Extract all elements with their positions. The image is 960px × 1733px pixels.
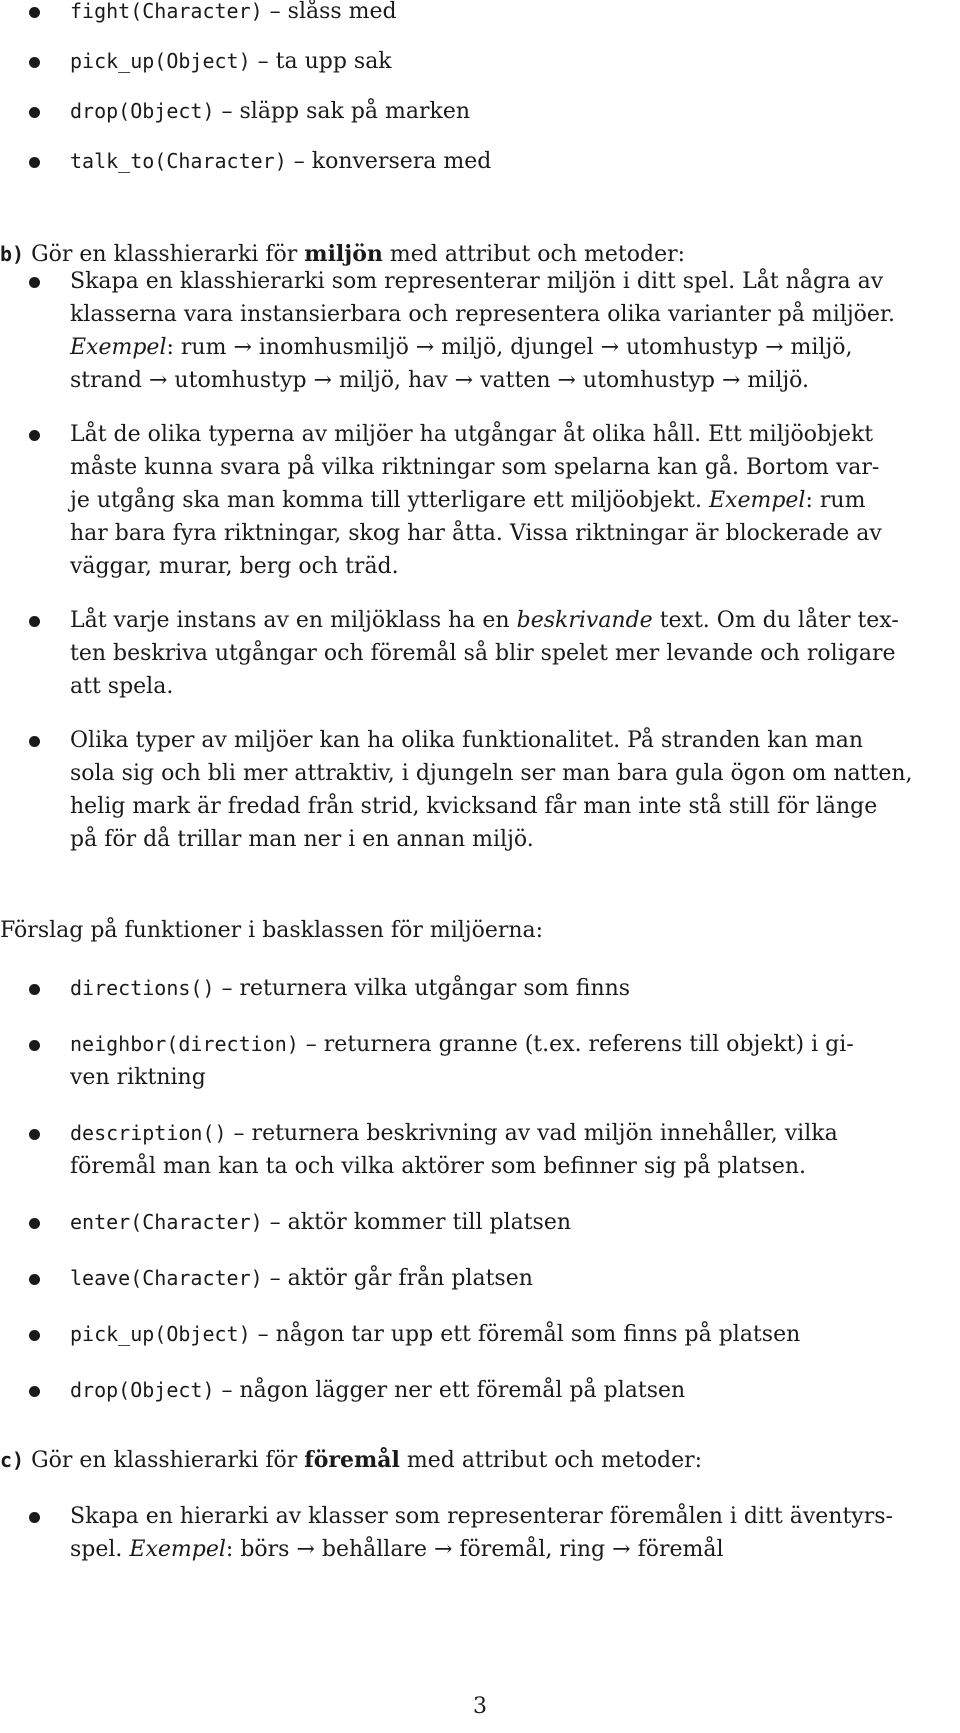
separator: –: [262, 1210, 288, 1235]
text-span: : rum → inomhusmiljö → miljö, djungel → utomhustyp → miljö,: [166, 335, 853, 360]
heading-text: med attribut och metoder:: [382, 242, 686, 267]
bullet-icon: [29, 1512, 40, 1523]
list-item: [0, 1374, 960, 1407]
bullet-icon: [29, 1129, 40, 1140]
text-line: att spela.: [70, 674, 174, 699]
method-description: returnera granne (t.ex. referens till objekt) i gi-: [323, 1032, 854, 1057]
list-item: [0, 0, 960, 28]
text-line: föremål man kan ta och vilka aktörer som befinner sig på platsen.: [70, 1154, 807, 1179]
method-description: konversera med: [311, 149, 492, 174]
example-label: Exempel: [129, 1537, 226, 1562]
example-label: Exempel: [708, 488, 806, 513]
section-label: b): [0, 242, 25, 266]
section-c-list: [0, 1500, 960, 1566]
method-code: drop(Object): [70, 99, 215, 123]
method-description: returnera beskrivning av vad miljön innehåller, vilka: [251, 1121, 838, 1146]
bullet-icon: [29, 736, 40, 747]
text-span: spel.: [70, 1537, 130, 1562]
method-code: neighbor(direction): [70, 1032, 299, 1056]
text-line: Olika typer av miljöer kan ha olika funktionalitet. På stranden kan man: [70, 728, 863, 753]
method-code: directions(): [70, 976, 215, 1000]
text-line: helig mark är fredad från strid, kvicksand får man inte stå still för länge: [70, 794, 878, 819]
bullet-icon: [29, 107, 40, 118]
separator: –: [226, 1121, 252, 1146]
text-line: [70, 331, 940, 364]
bullet-icon: [29, 1386, 40, 1397]
text-line: [70, 1028, 940, 1061]
text-line: [70, 1117, 940, 1150]
separator: –: [250, 1322, 276, 1347]
heading-text: Gör en klasshierarki för: [24, 242, 305, 267]
method-code: pick_up(Object): [70, 49, 251, 73]
section-b-list: [0, 265, 960, 856]
bullet-icon: [29, 7, 40, 18]
text-line: har bara fyra riktningar, skog har åtta. Vissa riktningar är blockerade av: [70, 521, 882, 546]
text-line: Skapa en klasshierarki som representerar miljön i ditt spel. Låt några av: [70, 269, 884, 294]
separator: –: [262, 0, 288, 24]
method-code: drop(Object): [70, 1378, 215, 1402]
bullet-icon: [29, 277, 40, 288]
method-description: returnera vilka utgångar som finns: [239, 976, 631, 1001]
separator: –: [286, 149, 312, 174]
example-label: Exempel: [70, 335, 167, 360]
separator: –: [214, 976, 240, 1001]
method-code: talk_to(Character): [70, 149, 287, 173]
bullet-icon: [29, 57, 40, 68]
heading-text: med attribut och metoder:: [399, 1448, 703, 1473]
text-line: strand → utomhustyp → miljö, hav → vatten → utomhustyp → miljö.: [70, 368, 810, 393]
list-item: [0, 95, 960, 128]
bullet-icon: [29, 157, 40, 168]
list-item: [0, 604, 960, 703]
bullet-icon: [29, 1040, 40, 1051]
heading-bold: miljön: [304, 241, 383, 267]
method-description: ta upp sak: [275, 49, 392, 74]
text-line: Låt de olika typerna av miljöer ha utgångar åt olika håll. Ett miljöobjekt: [70, 422, 874, 447]
separator: –: [298, 1032, 324, 1057]
method-code: fight(Character): [70, 0, 263, 23]
top-method-list: [0, 0, 960, 178]
text-span: : börs → behållare → föremål, ring → föremål: [225, 1537, 724, 1562]
section-c-heading: [0, 1444, 960, 1477]
section-label: c): [0, 1448, 25, 1472]
method-description: aktör kommer till platsen: [287, 1210, 572, 1235]
list-item: [0, 972, 960, 1005]
bullet-icon: [29, 430, 40, 441]
method-description: slåss med: [287, 0, 397, 24]
text-line: [70, 604, 940, 637]
text-line: ven riktning: [70, 1065, 206, 1090]
text-line: väggar, murar, berg och träd.: [70, 554, 399, 579]
text-span: text. Om du låter tex-: [652, 608, 899, 633]
heading-text: Gör en klasshierarki för: [24, 1448, 305, 1473]
list-item: [0, 1117, 960, 1183]
method-description: släpp sak på marken: [239, 99, 471, 124]
list-item: [0, 724, 960, 856]
method-description: någon lägger ner ett föremål på platsen: [239, 1378, 686, 1403]
text-line: sola sig och bli mer attraktiv, i djungeln ser man bara gula ögon om natten,: [70, 761, 913, 786]
text-span: Låt varje instans av en miljöklass ha en: [70, 608, 517, 633]
proposal-heading: Förslag på funktioner i basklassen för miljöerna:: [0, 918, 544, 943]
page-number: 3: [473, 1694, 487, 1719]
separator: –: [214, 99, 240, 124]
method-code: enter(Character): [70, 1210, 263, 1234]
text-line: [70, 1533, 940, 1566]
bullet-icon: [29, 1274, 40, 1285]
text-line: [70, 484, 940, 517]
text-line: ten beskriva utgångar och föremål så blir spelet mer levande och roligare: [70, 641, 896, 666]
method-code: pick_up(Object): [70, 1322, 251, 1346]
text-line: klasserna vara instansierbara och representera olika varianter på miljöer.: [70, 302, 896, 327]
list-item: [0, 1500, 960, 1566]
list-item: [0, 265, 960, 397]
heading-bold: föremål: [304, 1447, 400, 1473]
list-item: [0, 1028, 960, 1094]
separator: –: [214, 1378, 240, 1403]
list-item: [0, 1206, 960, 1239]
text-line: måste kunna svara på vilka riktningar som spelarna kan gå. Bortom var-: [70, 455, 880, 480]
separator: –: [250, 49, 276, 74]
list-item: [0, 45, 960, 78]
separator: –: [262, 1266, 288, 1291]
bullet-icon: [29, 1218, 40, 1229]
bullet-icon: [29, 1330, 40, 1341]
text-line: Skapa en hierarki av klasser som representerar föremålen i ditt äventyrs-: [70, 1504, 893, 1529]
list-item: [0, 145, 960, 178]
list-item: [0, 1318, 960, 1351]
text-line: på för då trillar man ner i en annan miljö.: [70, 827, 534, 852]
method-description: någon tar upp ett föremål som finns på platsen: [275, 1322, 801, 1347]
list-item: [0, 418, 960, 583]
list-item: [0, 1262, 960, 1295]
bullet-icon: [29, 616, 40, 627]
function-list: [0, 972, 960, 1407]
bullet-icon: [29, 984, 40, 995]
method-code: description(): [70, 1121, 227, 1145]
text-span: je utgång ska man komma till ytterligare ett miljöobjekt.: [70, 488, 709, 513]
method-description: aktör går från platsen: [287, 1266, 533, 1291]
italic-word: beskrivande: [516, 608, 653, 633]
method-code: leave(Character): [70, 1266, 263, 1290]
text-span: : rum: [805, 488, 866, 513]
